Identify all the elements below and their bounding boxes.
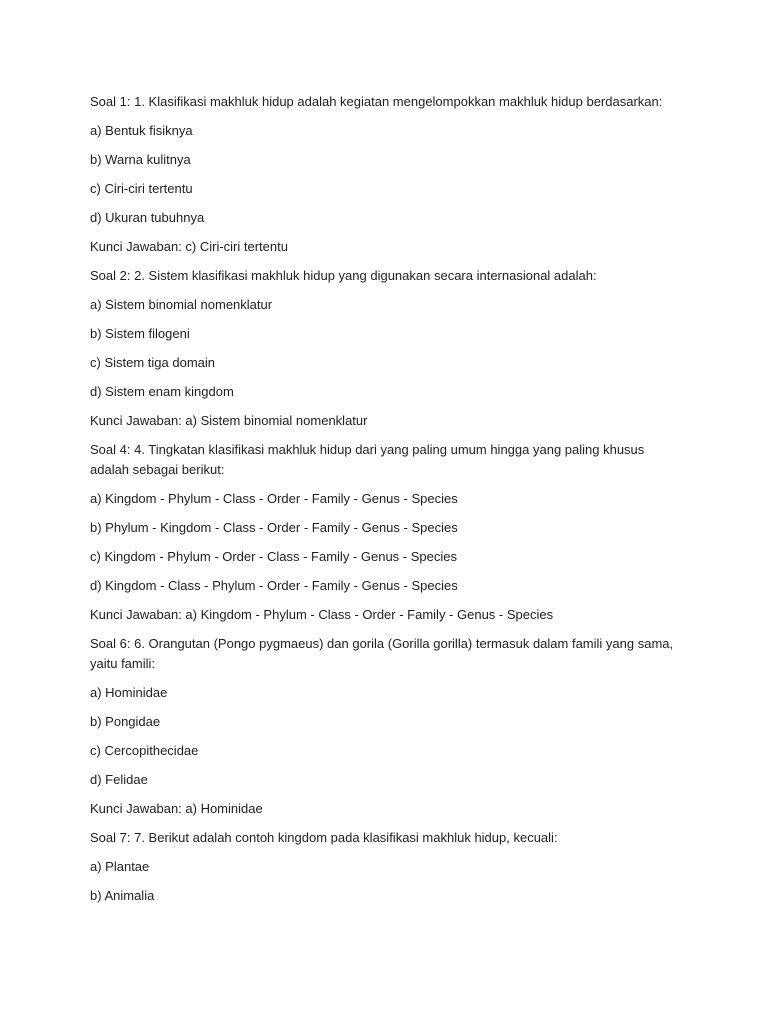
- question-block-1: [90, 92, 680, 257]
- option-c: c) Kingdom - Phylum - Order - Class - Family - Genus - Species: [90, 549, 457, 564]
- option-c: c) Cercopithecidae: [90, 743, 199, 758]
- option-d: d) Ukuran tubuhnya: [90, 210, 205, 225]
- answer-key: Kunci Jawaban: a) Kingdom - Phylum - Class - Order - Family - Genus - Species: [90, 607, 554, 622]
- answer-key: Kunci Jawaban: a) Sistem binomial nomenklatur: [90, 413, 368, 428]
- option-a: a) Kingdom - Phylum - Class - Order - Family - Genus - Species: [90, 491, 458, 506]
- question-block-4: [90, 440, 680, 625]
- option-d: d) Kingdom - Class - Phylum - Order - Family - Genus - Species: [90, 578, 458, 593]
- question-block-7: [90, 828, 680, 906]
- option-a: a) Plantae: [90, 859, 150, 874]
- option-b: b) Sistem filogeni: [90, 326, 190, 341]
- option-b: b) Animalia: [90, 888, 155, 903]
- option-a: a) Bentuk fisiknya: [90, 123, 193, 138]
- question-text: Soal 2: 2. Sistem klasifikasi makhluk hidup yang digunakan secara internasional adalah:: [90, 268, 597, 283]
- option-d: d) Sistem enam kingdom: [90, 384, 234, 399]
- question-block-2: [90, 266, 680, 431]
- option-b: b) Pongidae: [90, 714, 161, 729]
- question-text: Soal 4: 4. Tingkatan klasifikasi makhluk hidup dari yang paling umum hingga yang paling khusus adalah sebagai berikut:: [90, 442, 645, 477]
- answer-key: Kunci Jawaban: c) Ciri-ciri tertentu: [90, 239, 288, 254]
- question-text: Soal 6: 6. Orangutan (Pongo pygmaeus) dan gorila (Gorilla gorilla) termasuk dalam famili yang sama, yaitu famili:: [90, 636, 674, 671]
- option-c: c) Ciri-ciri tertentu: [90, 181, 193, 196]
- answer-key: Kunci Jawaban: a) Hominidae: [90, 801, 263, 816]
- option-a: a) Sistem binomial nomenklatur: [90, 297, 273, 312]
- question-block-6: [90, 634, 680, 819]
- option-b: b) Warna kulitnya: [90, 152, 191, 167]
- question-text: Soal 7: 7. Berikut adalah contoh kingdom pada klasifikasi makhluk hidup, kecuali:: [90, 830, 558, 845]
- option-a: a) Hominidae: [90, 685, 168, 700]
- option-b: b) Phylum - Kingdom - Class - Order - Family - Genus - Species: [90, 520, 458, 535]
- option-c: c) Sistem tiga domain: [90, 355, 215, 370]
- question-text: Soal 1: 1. Klasifikasi makhluk hidup adalah kegiatan mengelompokkan makhluk hidup berdasarkan:: [90, 94, 663, 109]
- option-d: d) Felidae: [90, 772, 148, 787]
- document-page: [90, 92, 680, 915]
